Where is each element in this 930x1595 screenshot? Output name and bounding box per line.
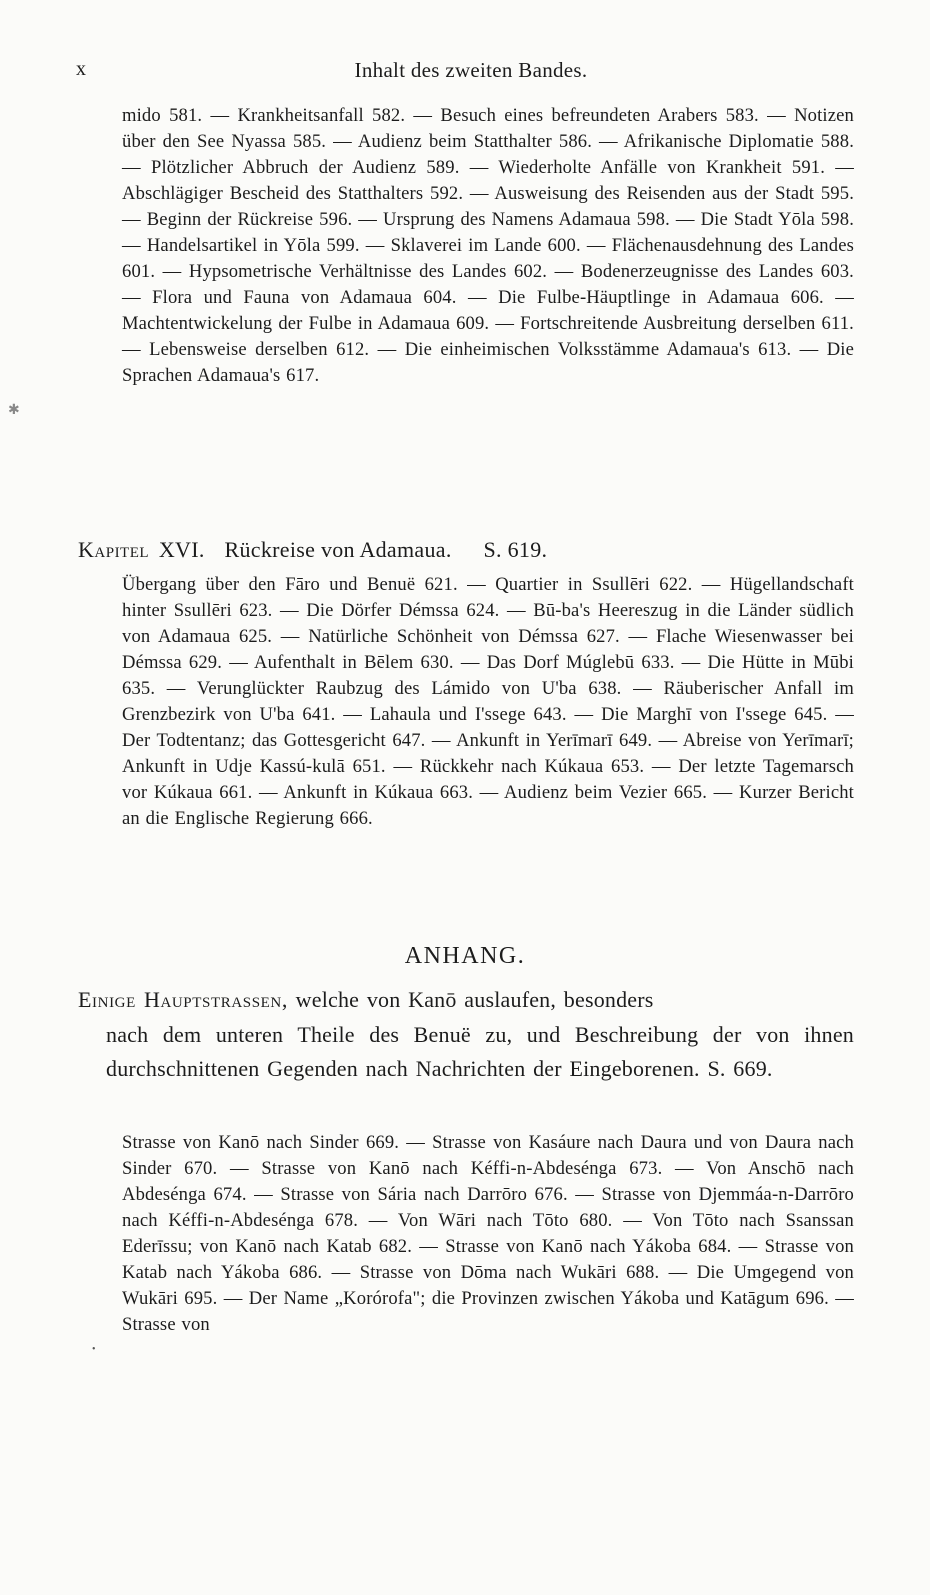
appendix-heading [78, 983, 854, 1087]
chapter-heading [78, 535, 858, 565]
page-number: x [76, 58, 86, 80]
page-header [76, 58, 866, 88]
appendix-heading-lead: Einige Hauptstrassen, [78, 987, 288, 1012]
margin-dot: • [92, 1344, 96, 1355]
margin-speck: ✱ [8, 403, 20, 418]
chapter-numeral: XVI. [158, 537, 205, 562]
appendix-contents: Strasse von Kanō nach Sinder 669. — Strasse von Kasáure nach Daura und von Daura nach Sinder 670. — Strasse von Kanō nach Kéffi-n-Abdesénga 673. — Von Anschō nach Abdesénga 674. — Strasse von Sária nach Darrōro 676. — Strasse von Djemmáa-n-Darrōro nach Kéffi-n-Abdesénga 678. — Von Wāri nach Tōto 680. — Von Tōto nach Ssanssan Ederīssu; von Kanō nach Katab 682. — Strasse von Kanō nach Yákoba 684. — Strasse von Katab nach Yákoba 686. — Strasse von Dōma nach Wukāri 688. — Die Umgegend von Wukāri 695. — Der Name „Korórofa"; die Provinzen zwischen Yákoba und Katāgum 696. — Strasse von [122, 1132, 854, 1335]
chapter-title: Rückreise von Adamaua. [224, 537, 452, 562]
appendix-heading-rest: nach dem unteren Theile des Benuë zu, und Beschreibung der von ihnen durchschnittenen Gegenden nach Nachrichten der Eingeborenen. S. 669. [106, 1021, 854, 1081]
chapter-page-ref: S. 619. [483, 537, 548, 562]
previous-chapter-contents: mido 581. — Krankheitsanfall 582. — Besuch eines befreundeten Arabers 583. — Notizen über den See Nyassa 585. — Audienz beim Statthalter 586. — Afrikanische Diplomatie 588. — Plötzlicher Abbruch der Audienz 589. — Wiederholte Anfälle von Krankheit 591. — Abschlägiger Bescheid des Statthalters 592. — Ausweisung des Reisenden aus der Stadt 595. — Beginn der Rückreise 596. — Ursprung des Namens Adamaua 598. — Die Stadt Yōla 598. — Handelsartikel in Yōla 599. — Sklaverei im Lande 600. — Flächenausdehnung des Landes 601. — Hypsometrische Verhältnisse des Landes 602. — Bodenerzeugnisse des Landes 603. — Flora und Fauna von Adamaua 604. — Die Fulbe-Häuptlinge in Adamaua 606. — Machtentwickelung der Fulbe in Adamaua 609. — Fortschreitende Ausbreitung derselben 611. — Lebensweise derselben 612. — Die einheimischen Volksstämme Adamaua's 613. — Die Sprachen Adamaua's 617. [122, 105, 854, 386]
appendix-heading-first-line: welche von Kanō auslaufen, besonders [295, 987, 654, 1012]
chapter-contents: Übergang über den Fāro und Benuë 621. — Quartier in Ssullēri 622. — Hügellandschaft hinter Ssullēri 623. — Die Dörfer Démssa 624. — Bū-ba's Heereszug in die Länder südlich von Adamaua 625. — Natürliche Schönheit von Démssa 627. — Flache Wiesenwasser bei Démssa 629. — Aufenthalt in Bēlem 630. — Das Dorf Múglebū 633. — Die Hütte in Mūbi 635. — Verunglückter Raubzug des Lámido von U'ba 638. — Räuberischer Anfall im Grenzbezirk von U'ba 641. — Lahaula und I'ssege 643. — Die Marghī von I'ssege 645. — Der Todtentanz; das Gottesgericht 647. — Ankunft in Yerīmarī 649. — Abreise von Yerīmarī; Ankunft in Udje Kassú-kulā 651. — Rückkehr nach Kúkaua 653. — Der letzte Tagemarsch vor Kúkaua 661. — Ankunft in Kúkaua 663. — Audienz beim Vezier 665. — Kurzer Bericht an die Englische Regierung 666. [122, 574, 854, 829]
chapter-label: Kapitel [78, 537, 150, 562]
running-title: Inhalt des zweiten Bandes. [354, 58, 588, 82]
appendix-title: ANHANG. [404, 943, 526, 969]
